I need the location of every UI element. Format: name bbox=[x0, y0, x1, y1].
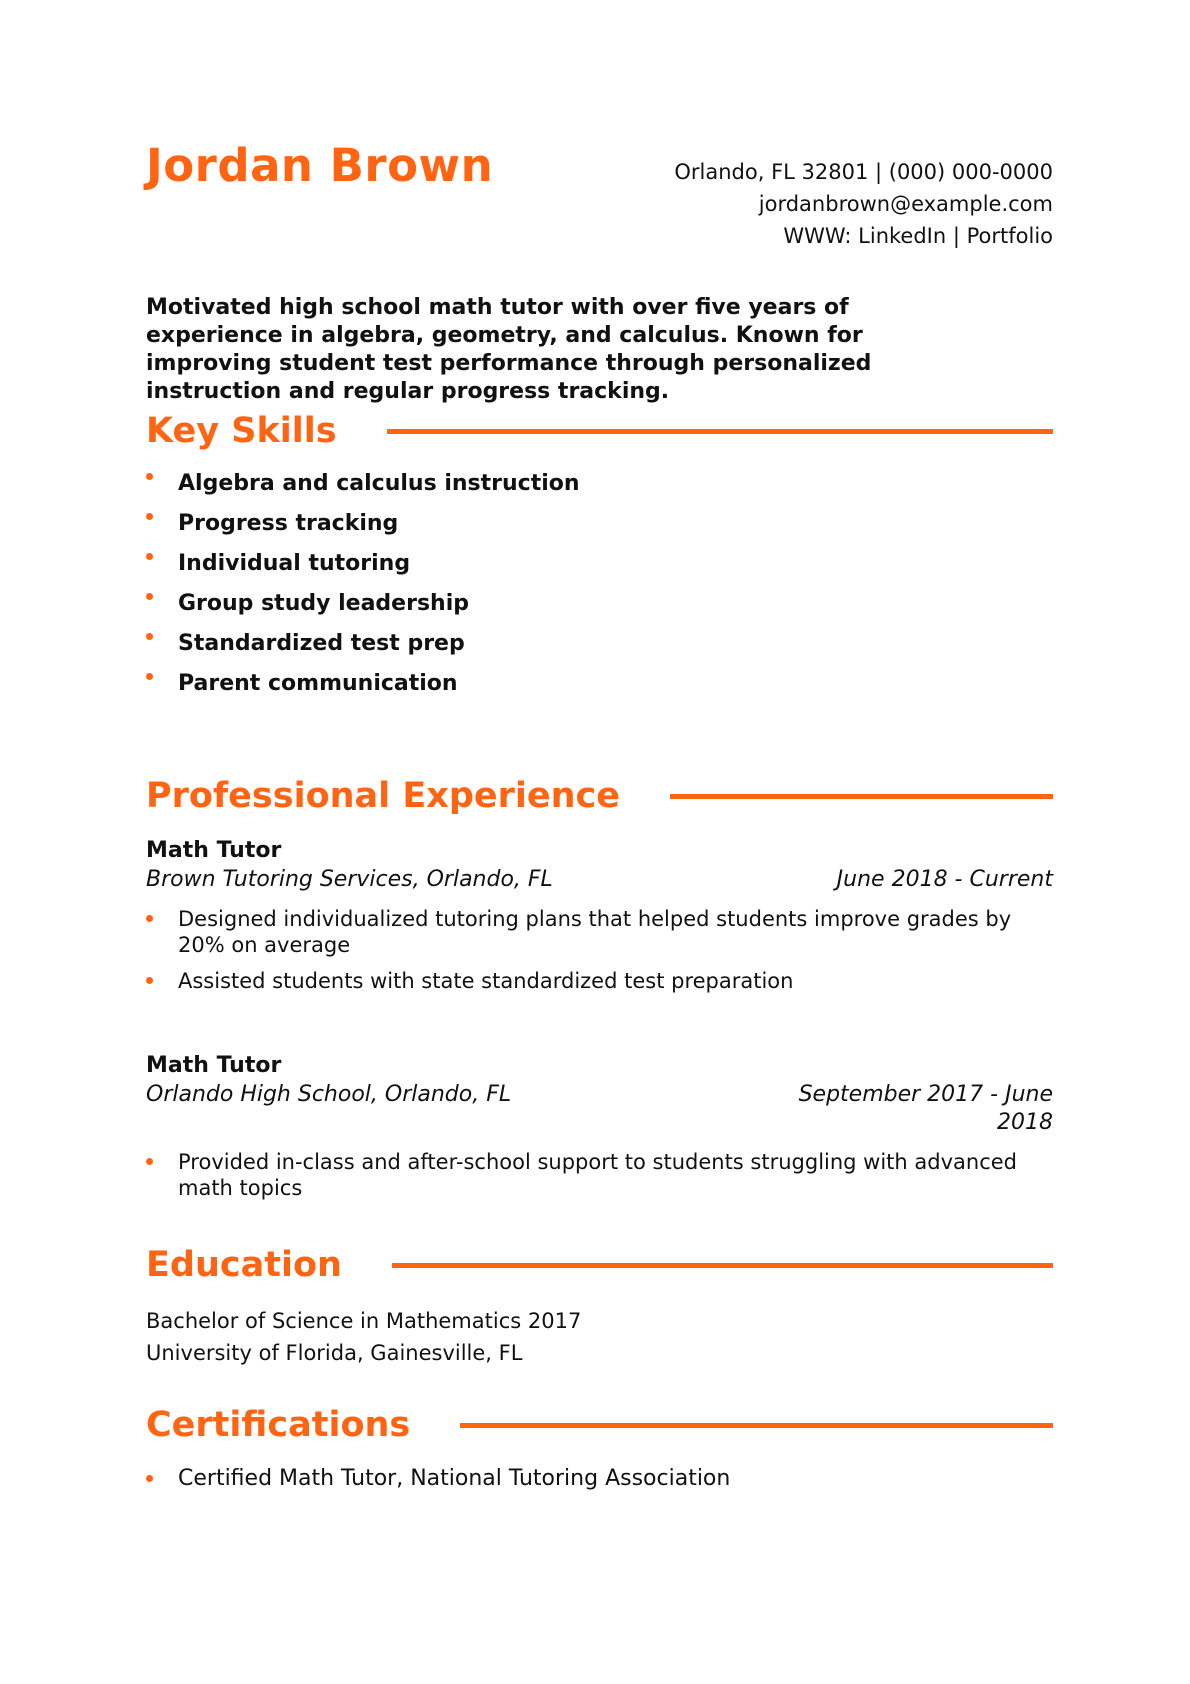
job-company: Orlando High School, Orlando, FL bbox=[146, 1082, 512, 1107]
job-entry bbox=[146, 836, 1053, 1004]
job-bullet: Assisted students with state standardized test preparation bbox=[146, 968, 1028, 994]
job-bullet: Designed individualized tutoring plans that helped students improve grades by 20% on average bbox=[146, 906, 1028, 958]
section-header-education bbox=[146, 1245, 1053, 1285]
job-company: Brown Tutoring Services, Orlando, FL bbox=[146, 867, 553, 892]
bullet-icon bbox=[146, 1475, 153, 1482]
contact-block bbox=[674, 156, 1053, 252]
education-school: University of Florida, Gainesville, FL bbox=[146, 1341, 523, 1365]
skill-item: Progress tracking bbox=[146, 504, 1053, 544]
bullet-icon bbox=[146, 1158, 153, 1165]
section-divider bbox=[387, 429, 1053, 434]
section-divider bbox=[392, 1263, 1053, 1268]
bullet-icon bbox=[146, 633, 153, 640]
skill-item: Parent communication bbox=[146, 664, 1053, 704]
skills-list bbox=[146, 464, 1053, 704]
job-meta bbox=[146, 1081, 1053, 1137]
candidate-name: Jordan Brown bbox=[146, 139, 494, 192]
section-header-experience bbox=[146, 776, 1053, 816]
education-entry bbox=[146, 1305, 581, 1369]
certification-item: Certified Math Tutor, National Tutoring Association bbox=[146, 1466, 1053, 1492]
section-title-skills: Key Skills bbox=[146, 411, 337, 451]
bullet-icon bbox=[146, 915, 153, 922]
skill-item: Group study leadership bbox=[146, 584, 1053, 624]
professional-summary: Motivated high school math tutor with over five years of experience in algebra, geometry, and calculus. Known for improving student test performance through personalized instruction and regular progress tracking. bbox=[146, 295, 872, 404]
resume-header bbox=[146, 0, 1053, 260]
job-bullet: Provided in-class and after-school support to students struggling with advanced math topics bbox=[146, 1149, 1028, 1201]
job-title: Math Tutor bbox=[146, 1053, 282, 1078]
certifications-list bbox=[146, 1466, 1053, 1492]
section-header-skills bbox=[146, 411, 1053, 451]
section-title-certifications: Certifications bbox=[146, 1405, 411, 1445]
bullet-icon bbox=[146, 553, 153, 560]
skill-item: Algebra and calculus instruction bbox=[146, 464, 1053, 504]
bullet-icon bbox=[146, 593, 153, 600]
section-title-experience: Professional Experience bbox=[146, 776, 621, 816]
job-bullets bbox=[146, 906, 1053, 994]
job-dates: September 2017 - June 2018 bbox=[798, 1082, 1053, 1135]
skill-item: Individual tutoring bbox=[146, 544, 1053, 584]
job-entry bbox=[146, 1051, 1053, 1211]
resume-page bbox=[146, 0, 1053, 1491]
job-title: Math Tutor bbox=[146, 838, 282, 863]
section-divider bbox=[460, 1423, 1053, 1428]
skill-item: Standardized test prep bbox=[146, 624, 1053, 664]
bullet-icon bbox=[146, 673, 153, 680]
bullet-icon bbox=[146, 473, 153, 480]
job-meta bbox=[146, 866, 1053, 894]
contact-location-phone: Orlando, FL 32801 | (000) 000-0000 bbox=[674, 160, 1053, 184]
job-bullets bbox=[146, 1149, 1053, 1201]
contact-links[interactable]: WWW: LinkedIn | Portfolio bbox=[783, 224, 1053, 248]
section-header-certifications bbox=[146, 1405, 1053, 1445]
education-degree: Bachelor of Science in Mathematics 2017 bbox=[146, 1309, 582, 1333]
bullet-icon bbox=[146, 513, 153, 520]
section-divider bbox=[670, 794, 1053, 799]
section-title-education: Education bbox=[146, 1245, 342, 1285]
contact-email[interactable]: jordanbrown@example.com bbox=[758, 192, 1053, 216]
bullet-icon bbox=[146, 977, 153, 984]
job-dates: June 2018 - Current bbox=[836, 867, 1053, 892]
